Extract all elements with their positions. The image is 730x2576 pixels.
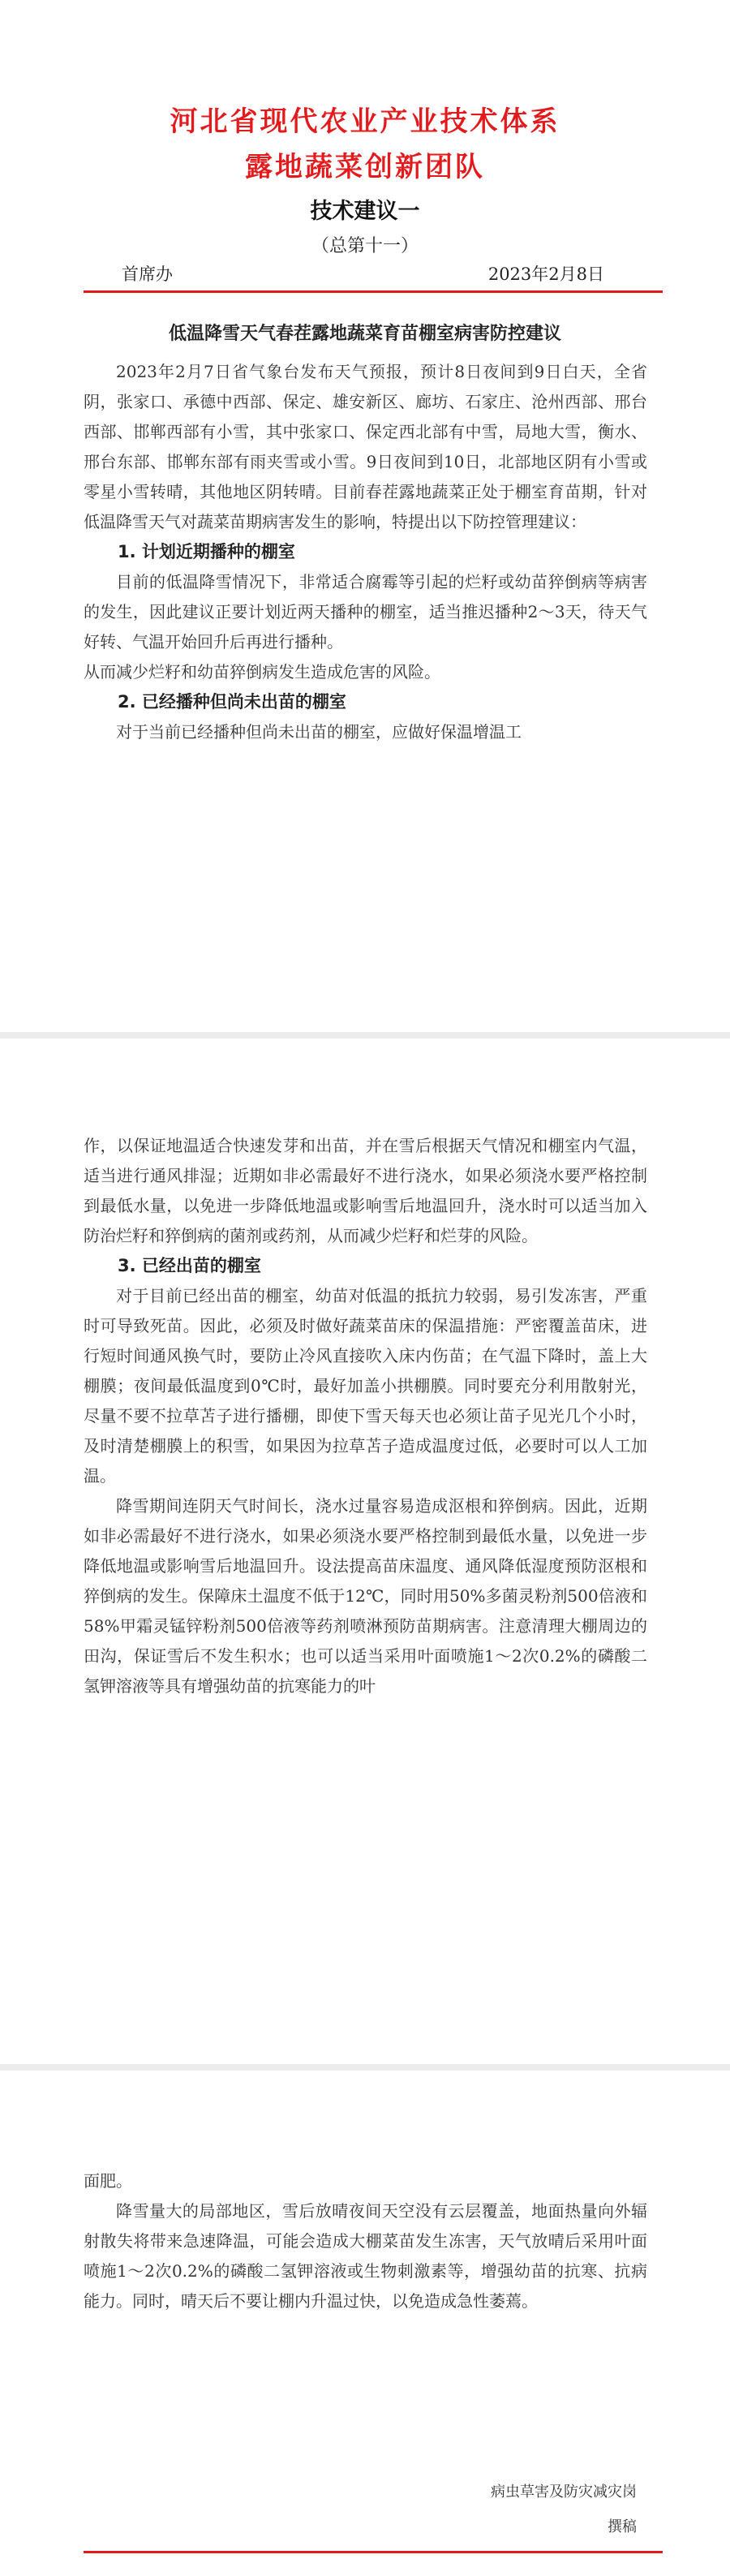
intro-paragraph: 2023年2月7日省气象台发布天气预报，预计8日夜间到9日白天，全省阴，张家口、承德中西部、保定、雄安新区、廊坊、石家庄、沧州西部、邢台西部、邯郸西部有小雪，其中张家口、保定西北部有中雪，局地大雪，衡水、邢台东部、邯郸东部有雨夹雪或小雪。9日夜间到10日，北部地区阴有小雪或零星小雪转晴，其他地区阴转晴。目前春茬露地蔬菜正处于棚室育苗期，针对低温降雪天气对蔬菜苗期病害发生的影响，特提出以下防控管理建议： [84, 362, 647, 531]
page1-body [84, 357, 647, 747]
section3-paragraph2-continued: 面肥。 [84, 2171, 132, 2191]
document-page-2 [0, 1039, 730, 2064]
signature-author: 病虫草害及防灾减灾岗 [491, 2484, 637, 2501]
document-page-3 [0, 2071, 730, 2576]
org-title-line2: 露地蔬菜创新团队 [245, 151, 485, 183]
issuer: 首席办 [122, 264, 173, 284]
document-page-1 [0, 0, 730, 1032]
section3-paragraph2-start: 降雪期间连阴天气时间长，浇水过量容易造成沤根和猝倒病。因此，近期如非必需最好不进行浇水，如果必须浇水要严格控制到最低水量，以免进一步降低地温或影响雪后地温回升。设法提高苗床温度、通风降低湿度预防沤根和猝倒病的发生。保障床土温度不低于12℃，同时用50%多菌灵粉剂500倍液和58%甲霜灵锰锌粉剂500倍液等药剂喷淋预防苗期病害。注意清理大棚周边的田沟，保证雪后不发生积水；也可以适当采用叶面喷施1～2次0.2%的磷酸二氢钾溶液等具有增强幼苗的抗寒能力的叶 [84, 1496, 647, 1696]
subject-title: 低温降雪天气春茬露地蔬菜育苗棚室病害防控建议 [168, 324, 561, 344]
section2-body-continued: 作，以保证地温适合快速发芽和出苗，并在雪后根据天气情况和棚室内气温，适当进行通风排湿；近期如非必需最好不进行浇水，如果必须浇水要严格控制到最低水量，以免进一步降低地温或影响雪后地温回升，浇水时可以适当加入防治烂籽和猝倒病的菌剂或药剂，从而减少烂籽和烂芽的风险。 [84, 1136, 647, 1245]
section1-heading: 1. 计划近期播种的棚室 [118, 542, 295, 561]
section3-heading: 3. 已经出苗的棚室 [118, 1256, 261, 1275]
issue-date: 2023年2月8日 [487, 264, 604, 284]
section1-tail: 从而减少烂籽和幼苗猝倒病发生造成危害的风险。 [84, 662, 440, 682]
org-title-line1: 河北省现代农业产业技术体系 [170, 105, 560, 138]
signature-role: 撰稿 [608, 2518, 637, 2535]
section2-body-start: 对于当前已经播种但尚未出苗的棚室，应做好保温增温工 [116, 722, 522, 742]
page3-body [84, 2166, 647, 2316]
footer-divider [84, 2551, 663, 2553]
section2-heading: 2. 已经播种但尚未出苗的棚室 [118, 692, 346, 712]
doc-type-title: 技术建议一 [310, 199, 420, 224]
page2-body [84, 1131, 647, 1701]
section3-paragraph3: 降雪量大的局部地区，雪后放晴夜间天空没有云层覆盖，地面热量向外辐射散失将带来急速降温，可能会造成大棚菜苗发生冻害，天气放晴后采用叶面喷施1～2次0.2%的磷酸二氢钾溶液或生物刺激素等，增强幼苗的抗寒、抗病能力。同时，晴天后不要让棚内升温过快，以免造成急性萎蔫。 [84, 2201, 647, 2311]
doc-number: （总第十一） [311, 236, 419, 256]
section3-paragraph1: 对于目前已经出苗的棚室，幼苗对低温的抵抗力较弱，易引发冻害，严重时可导致死苗。因此，必须及时做好蔬菜苗床的保温措施：严密覆盖苗床，进行短时间通风换气时，要防止冷风直接吹入床内伤苗；在气温下降时，盖上大棚膜；夜间最低温度到0℃时，最好加盖小拱棚膜。同时要充分利用散射光，尽量不要不拉草苫子进行播棚，即使下雪天每天也必须让苗子见光几个小时，及时清楚棚膜上的积雪，如果因为拉草苫子造成温度过低，必要时可以人工加温。 [84, 1286, 647, 1486]
section1-body: 目前的低温降雪情况下，非常适合腐霉等引起的烂籽或幼苗猝倒病等病害的发生，因此建议正要计划近两天播种的棚室，适当推迟播种2～3天，待天气好转、气温开始回升后再进行播种。 [84, 572, 647, 652]
header-divider-top [84, 290, 663, 293]
